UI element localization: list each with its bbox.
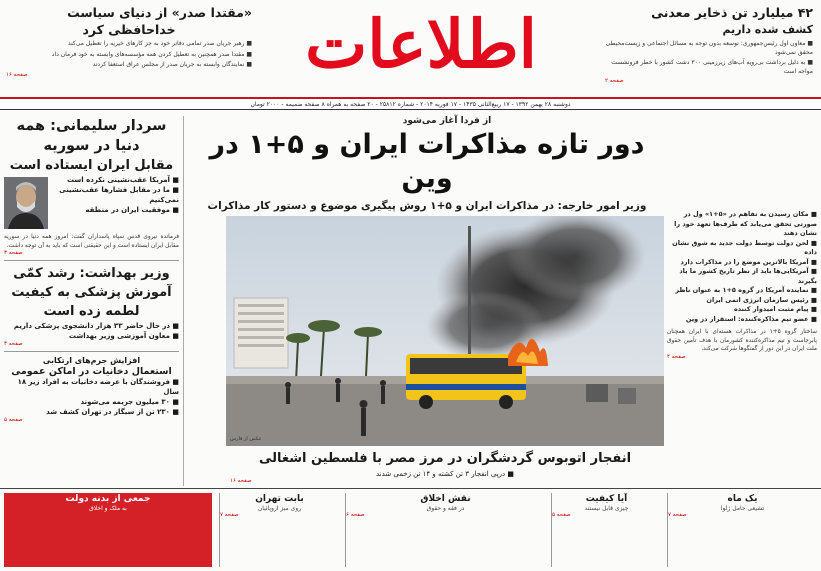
crime-bullet: ■ فروشندگان با عرضه دخانیات به افراد زیر ۱۸ سال [17,378,179,397]
left-column [4,116,184,486]
soleimani-body: فرمانده نیروی قدس سپاه پاسداران گفت: امروز همه دنیا در سوریه مقابل ایران ایستاده است و این حقیقتی است که باید به آن توجه داشت. [4,234,179,249]
dateline: دوشنبه ۲۸ بهمن ۱۳۹۲ - ۱۷ ربیع‌الثانی ۱۴۳۵ - ۱۷ فوریه ۲۰۱۴ - شماره ۲۵۸۱۲ - ۲۰ صفحه به همراه ۸ صفحه ضمیمه - ۲۰۰۰ تومان [0,97,821,110]
right-ear-page: صفحه ۲ [605,78,624,84]
health-bullet: ■ در حال حاضر ۳۳ هزار دانشجوی پزشکی داریم [13,322,179,331]
main-subhead: وزیر امور خارجه: در مذاکرات ایران و ۵+۱ روش پیگیری موضوع و دستور کار مذاکرات [207,200,647,212]
health-headline1[interactable]: وزیر بهداشت: رشد کمّی [13,266,170,282]
right-ear-title2: کشف شده داریم [722,23,813,36]
right-column [667,116,817,486]
teaser-4-page: صفحه ۷ [220,512,239,518]
crime-section [4,351,179,423]
teaser-2-title: آیا کیفیت [585,494,628,504]
right-ear-line: ■ به دلیل برداشت بی‌رویه آب‌های زیرزمینی ۳۰۰ دشت کشور با خطر فرونشست مواجه است [611,59,813,75]
teaser-2-sub: چیزی قابل نیستند [584,505,629,512]
left-ear-title2: خداحافظی کرد [82,22,176,37]
teaser-5-title: جمعی از بدنه دولت [65,494,151,504]
masthead [0,0,821,97]
crime-page-ref[interactable]: صفحه ۵ [4,417,23,424]
right-bullet: ■ عضو تیم مذاکره‌کننده: استقرار در وین [685,314,817,323]
bus-photo-illustration [226,216,664,446]
health-headline2[interactable]: آموزش پزشکی به کیفیت [11,285,172,301]
right-body-text: ساختار گروه ۵+۱ در مذاکرات هسته‌ای با ایران همچنان پابرجاست و تیم مذاکره‌کننده کشورمان با هدف تأمین حقوق ملت ایران در این دور از گفتگوها شرکت می‌کند. [667,329,817,353]
right-bullet: ■ آمریکا بالاترین موضع را در مذاکرات دارد [680,257,817,266]
soleimani-bullet: ■ ما در مقابل فشارها عقب‌نشینی نمی‌کنیم [59,186,179,204]
crime-headline1[interactable]: افزایش جرم‌های ارتکابی [42,356,141,366]
teaser-5-advert[interactable] [4,493,212,567]
teaser-2-page: صفحه ۵ [552,512,571,518]
health-section [4,260,179,347]
soleimani-portrait[interactable] [4,177,48,229]
bus-explosion-photo[interactable] [226,216,664,446]
crime-bullet: ■ ۳۰ میلیون جریمه می‌شوند [80,398,179,407]
main-kicker: از فردا آغاز می‌شود [402,116,492,126]
right-bullet: ■ پیام مثبت امیدوار کننده [733,305,817,313]
soleimani-headline1[interactable]: سردار سلیمانی: همه دنیا در سوریه [16,118,167,154]
left-ear[interactable] [6,4,252,79]
right-bullet: ■ رئیس سازمان انرژی اتمی ایران [706,295,817,304]
teaser-3-sub: در فقه و حقوق [426,505,465,512]
right-bullet: ■ مکان رسیدن به تفاهم در «۵+۱» ول در صورتی تحقق می‌یابد که طرف‌ها تعهد خود را نشان دهند [674,210,817,237]
teaser-3-page: صفحه ۶ [346,512,365,518]
right-page-ref[interactable]: صفحه ۴ [667,354,686,361]
newspaper-logo[interactable]: اطلاعات [305,5,537,83]
left-ear-page: صفحه ۱۶ [6,71,28,78]
right-ear-line: ■ معاون اول رئیس‌جمهوری: توسعه بدون توجه به مسائل اجتماعی و زیست‌محیطی محقق نمی‌شود [605,40,813,56]
left-ear-line: ■ نمایندگان وابسته به جریان صدر از مجلس عراق استعفا کردند [92,61,252,68]
main-page-ref[interactable]: صفحه ۱۶ [230,478,252,484]
main-story [190,116,664,486]
teaser-1-page: صفحه ۷ [668,512,687,518]
teaser-5-sub: به ملک و اخلاق [89,505,127,512]
right-ear-title1: ۴۲ میلیارد تن ذخایر معدنی [651,5,813,20]
right-bullet: ■ نماینده آمریکا در گروه ۵+۱ به عنوان ناظر [675,286,817,294]
right-bullet: ■ لحن دولت توسط دولت جدید به شوق نشان داده [672,238,817,256]
teaser-3-title: نقش اخلاق [420,494,471,504]
soleimani-bullet: ■ آمریکا عقب‌نشینی نکرده است [66,176,179,184]
portrait-illustration [4,177,48,229]
health-bullet: ■ معاون آموزشی وزیر بهداشت [68,332,179,341]
teaser-2[interactable] [551,493,661,567]
photo-caption-headline[interactable]: انفجار اتوبوس گردشگران در مرز مصر با فلسطین اشغالی [258,451,632,466]
left-ear-title1: «مقتدا صدر» از دنیای سیاست [67,5,252,20]
left-ear-line: ■ رهبر جریان صدر تمامی دفاتر خود به جز کارهای خیریه را تعطیل می‌کند [67,40,252,47]
photo-credit: عکس از فارس [230,436,262,442]
teaser-1[interactable] [667,493,817,567]
right-bullet: ■ آمریکایی‌ها باید از نظر تاریخ کشور ما یاد بگیرند [679,267,817,285]
teaser-4-title: بابت تهران [255,494,304,504]
health-headline3[interactable]: لطمه زده است [43,304,140,320]
health-page-ref[interactable]: صفحه ۳ [4,341,23,348]
soleimani-bullet: ■ موفقیت ایران در منطقه [85,206,179,214]
main-headline[interactable]: دور تازه مذاکرات ایران و ۵+۱ در وین [209,129,645,194]
teaser-1-sub: تشیعی حامل ژلوا [720,505,765,512]
bottom-teasers [0,488,821,571]
left-ear-line: ■ مقتدا صدر همچنین به تعطیل کردن همه مؤسسه‌های وابسته به خود فرمان داد [51,50,252,58]
crime-bullet: ■ ۲۳۰ تن از سیگار در تهران کشف شد [46,408,179,417]
teaser-4[interactable] [219,493,339,567]
photo-caption-sub: ■ درپی انفجار ۳ تن کشته و ۱۴ تن زخمی شدند [375,470,515,478]
right-ear[interactable] [605,4,813,86]
soleimani-headline2[interactable]: مقابل ایران ایستاده است [9,158,174,173]
teaser-1-title: یک ماه [727,494,758,504]
teaser-3[interactable] [345,493,545,567]
crime-headline2[interactable]: استعمال دخانیات در اماکن عمومی [11,366,172,378]
teaser-4-sub: روی میز اروپائیان [257,505,302,512]
soleimani-page-ref[interactable]: صفحه ۳ [4,250,23,257]
